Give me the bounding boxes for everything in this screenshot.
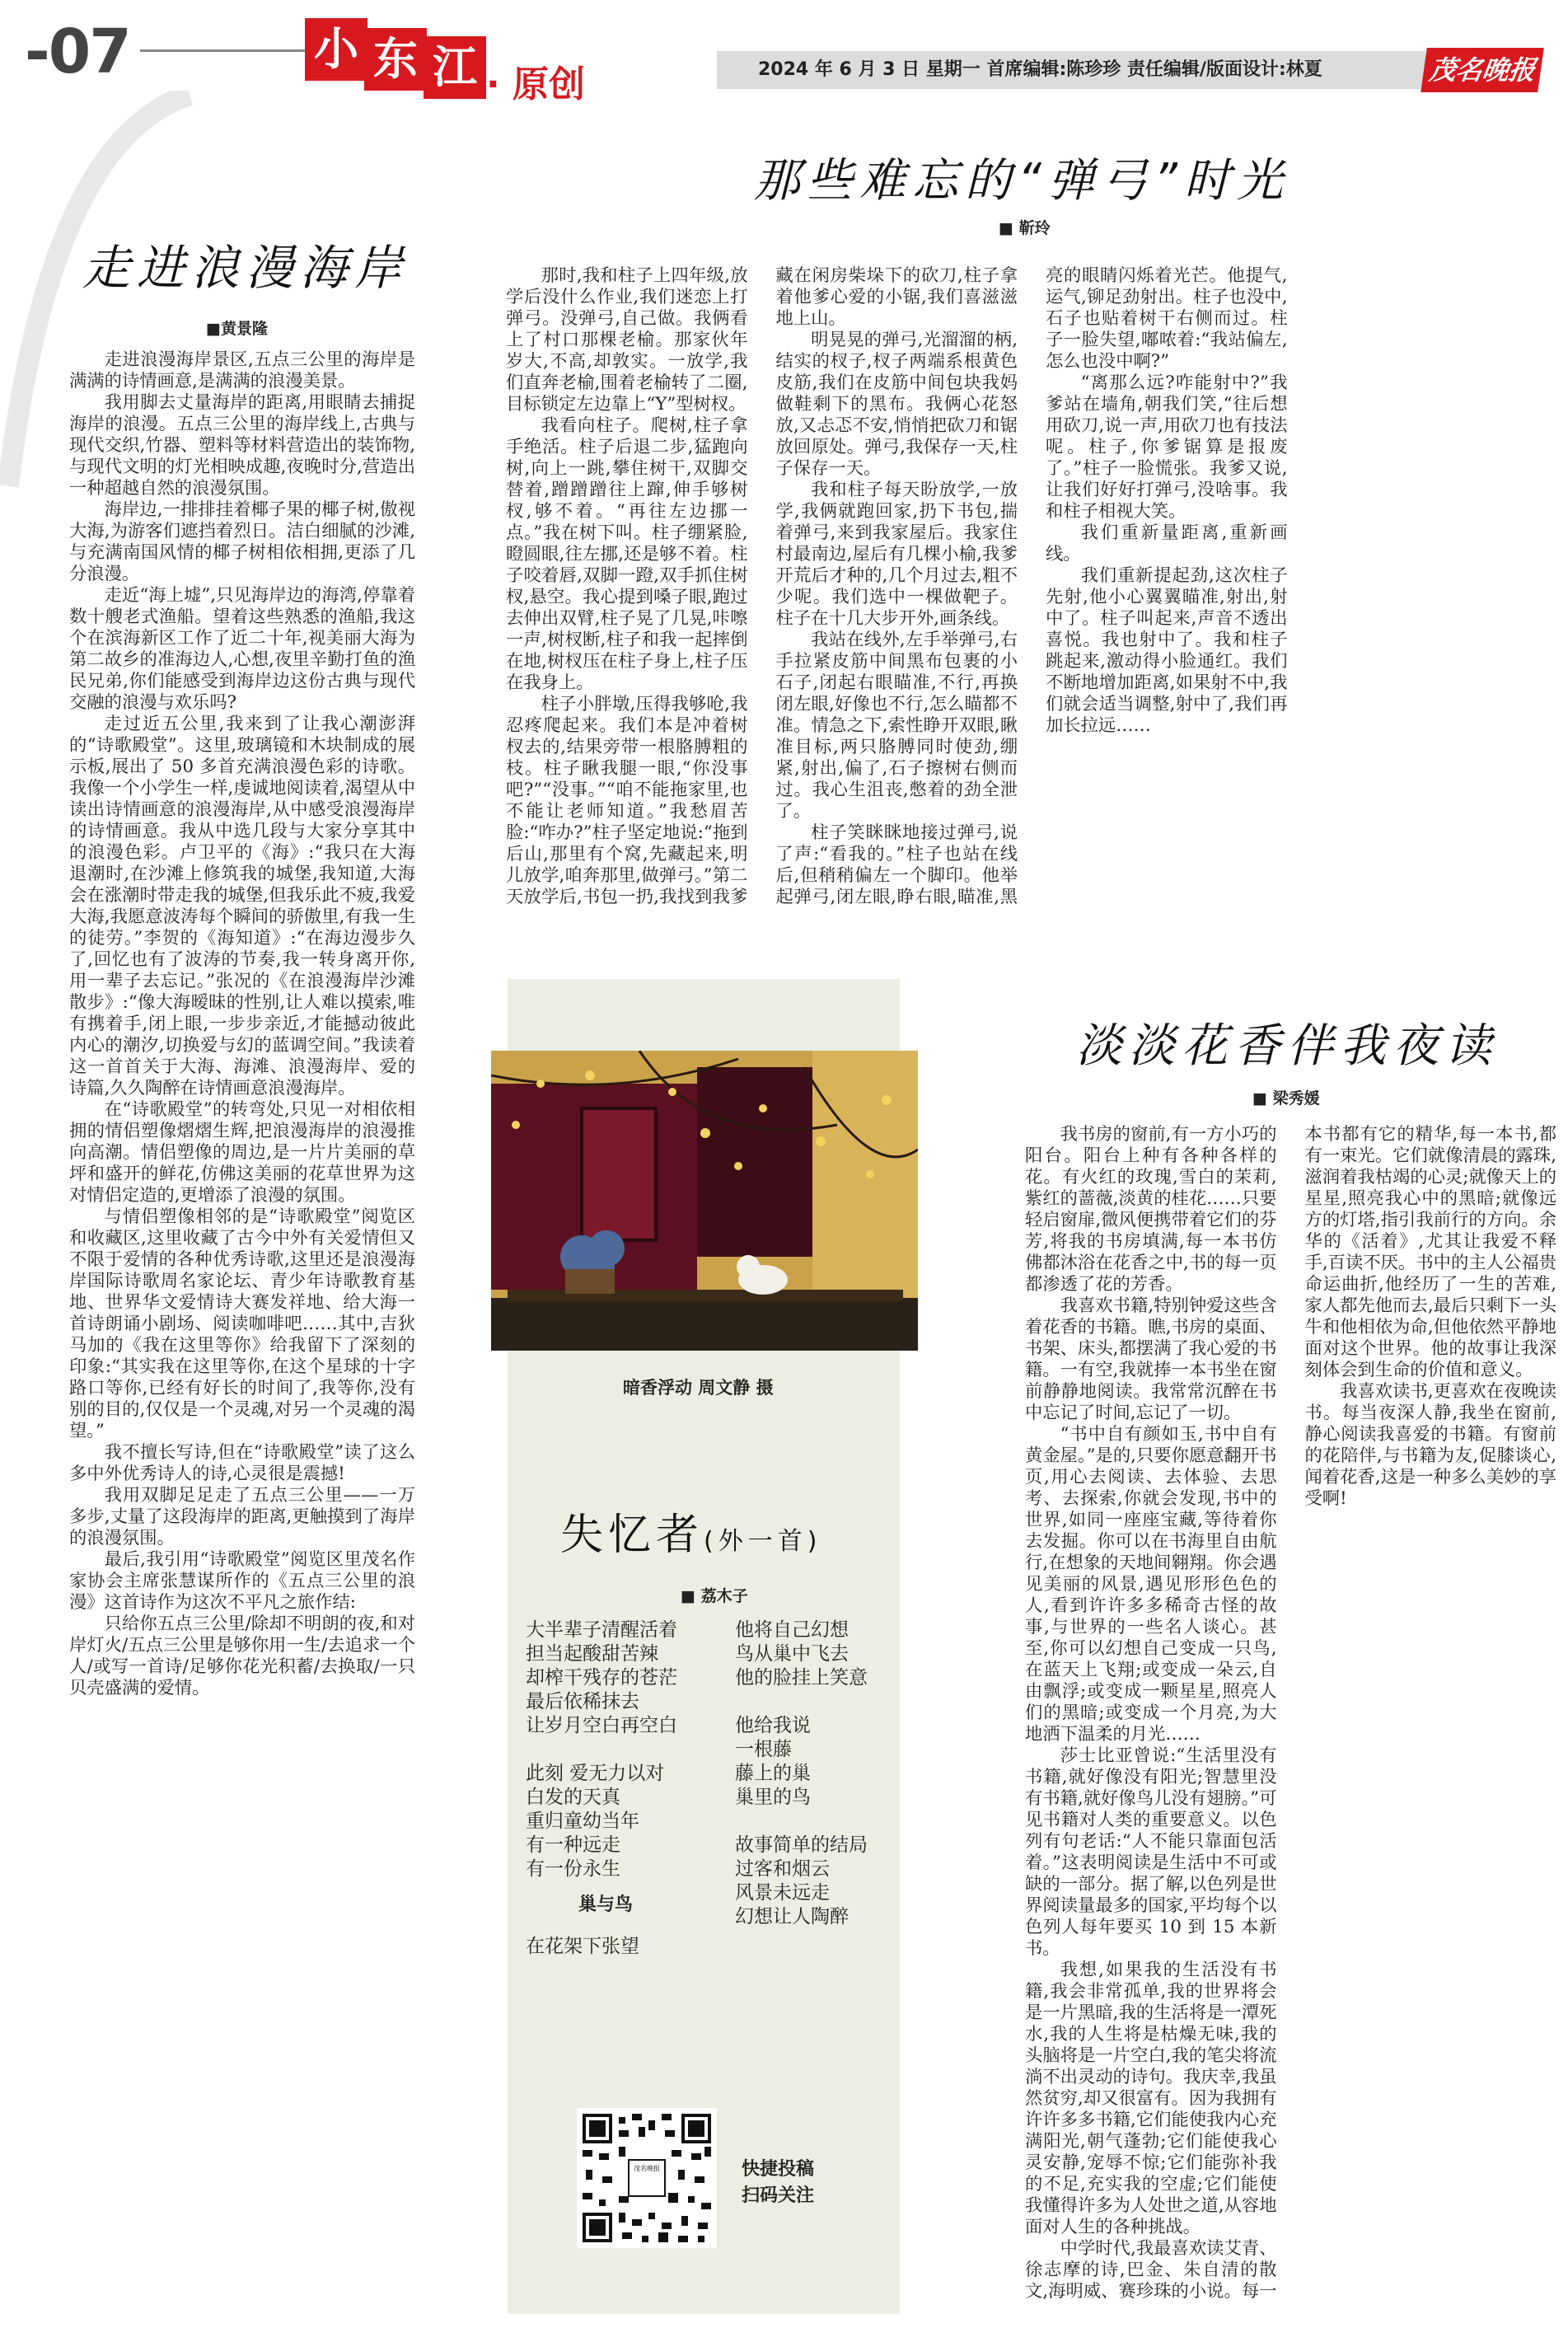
paragraph: 我站在线外,左手举弹弓,右手拉紧皮筋中间黑布包裹的小石子,闭起右眼瞄准,不行,再换闭左眼,好像也不行,怎么瞄都不准。情急之下,索性睁开双眼,瞅准目标,两只胳膊同时使劲,绷紧,射出,偏了,石子擦树右侧而过。我心生沮丧,憋着的劲全泄了。: [775, 630, 1018, 822]
paragraph: 我喜欢读书,更喜欢在夜晚读书。每当夜深人静,我坐在窗前,静心阅读我喜爱的书籍。有窗前的花陪伴,与书籍为友,促膝谈心,闻着花香,这是一种多么美妙的享受啊!: [1304, 1381, 1556, 1509]
paragraph: 我们重新量距离,重新画线。: [1046, 522, 1288, 564]
article3-author: ■ 梁秀媛: [1252, 1089, 1320, 1108]
paragraph: 我们重新提起劲,这次柱子先射,他小心翼翼瞄准,射出,射中了。柱子叫起来,声音不透出喜悦。我也射中了。我和柱子跳起来,激动得小脸通红。我们不断地增加距离,如果射不中,我们就会适当调整,射中了,我们再加长拉远……: [1046, 565, 1288, 736]
poem-gap: [526, 1917, 715, 1935]
paragraph: 海岸边,一排排挂着椰子果的椰子树,傲视大海,为游客们遮挡着烈日。洁白细腻的沙滩,与充满南国风情的椰子树相依相拥,更添了几分浪漫。: [69, 499, 415, 584]
poem-line: 有一种远走: [526, 1834, 620, 1856]
poem-line: 他将自己幻想: [735, 1619, 849, 1641]
poem-subtitle: 巢与鸟: [578, 1895, 634, 1915]
paragraph: 走近“海上墟”,只见海岸边的海湾,停靠着数十艘老式渔船。望着这些熟悉的渔船,我这个在滨海新区工作了近二十年,视美丽大海为第二故乡的准海边人,心想,夜里辛勤打鱼的渔民兄弟,你们能感受到海岸边这份古典与现代交融的浪漫与欢乐吗?: [69, 585, 415, 713]
poem-title-suffix: (外一首): [704, 1527, 822, 1556]
poem-line: 却榨干残存的苍茫: [526, 1667, 677, 1689]
poem-line: 故事简单的结局: [735, 1834, 868, 1856]
paragraph: “书中自有颜如玉,书中自有黄金屋。”是的,只要你愿意翻开书页,用心去阅读、去体验、去思考、去探索,你就会发现,书中的世界,如同一座座宝藏,等待着你去发掘。你可以在书海里自由航行,在想象的天地间翱翔。你会遇见美丽的风景,遇见形形色色的人,看到许许多多稀奇古怪的故事,与世界的一些名人谈心。甚至,你可以幻想自己变成一只鸟,在蓝天上飞翔;或变成一朵云,自由飘浮;或变成一颗星星,照亮人们的黑暗;或变成一个月亮,为大地洒下温柔的月光……: [1025, 1424, 1277, 1745]
article1-body: [69, 349, 415, 1699]
qr-label: [742, 2157, 814, 2209]
article1-title: 走进浪漫海岸: [82, 240, 410, 296]
poem-line: 让岁月空白再空白: [526, 1715, 677, 1736]
poem-line: 一根藤: [735, 1739, 792, 1760]
paragraph: 走进浪漫海岸景区,五点三公里的海岸是满满的诗情画意,是满满的浪漫美景。: [69, 349, 415, 391]
photo-plum-blossom-cat: [491, 1051, 918, 1351]
paragraph: 我喜欢书籍,特别钟爱这些含着花香的书籍。瞧,书房的桌面、书架、床头,都摆满了我心爱的书籍。一有空,我就捧一本书坐在窗前静静地阅读。我常常沉醉在书中忘记了时间,忘记了一切。: [1025, 1295, 1277, 1423]
paragraph: 走过近五公里,我来到了让我心潮澎湃的“诗歌殿堂”。这里,玻璃镜和木块制成的展示板,展出了 50 多首充满浪漫色彩的诗歌。我像一个小学生一样,虔诚地阅读着,渴望从中读出诗情画意的浪漫海岸,从中感受浪漫海岸的诗情画意。我从中选几段与大家分享其中的浪漫色彩。卢卫平的《海》:“我只在大海退潮时,在沙滩上修筑我的城堡,我知道,大海会在涨潮时带走我的城堡,但我乐此不疲,我爱大海,我愿意波涛每个瞬间的骄傲里,有我一生的徒劳。”李贺的《海知道》:“在海边漫步久了,回忆也有了波涛的节奏,我一转身离开你,用一辈子去忘记。”张况的《在浪漫海岸沙滩散步》:“像大海暧昧的性别,让人难以摸索,唯有携着手,闭上眼,一步步亲近,才能撼动彼此内心的潮汐,切换爱与幻的蓝调空间。”我读着这一首首关于大海、海滩、浪漫海岸、爱的诗篇,久久陶醉在诗情画意浪漫海岸。: [69, 714, 415, 1098]
issue-info-bar: 2024 年 6 月 3 日 星期一 首席编辑:陈珍珍 责任编辑/版面设计:林夏: [717, 51, 1425, 89]
poem-gap: [526, 1738, 715, 1762]
paragraph: 我不擅长写诗,但在“诗歌殿堂”读了这么多中外优秀诗人的诗,心灵很是震撼!: [69, 1442, 415, 1484]
paragraph: 我用双脚足足走了五点三公里——一万多步,丈量了这段海岸的距离,更触摸到了海岸的浪漫氛围。: [69, 1485, 415, 1548]
qr-label-line: 扫码关注: [742, 2185, 815, 2206]
section-char-2: 东: [364, 28, 427, 91]
poem-author: ■ 荔木子: [681, 1587, 748, 1605]
article2-body: [506, 265, 1557, 925]
paragraph: 我用脚去丈量海岸的距离,用眼睛去捕捉海岸的浪漫。五点三公里的海岸线上,古典与现代交织,竹器、塑料等材料营造出的装饰物,与现代文明的灯光相映成趣,夜晚时分,营造出一种超越自然的浪漫氛围。: [69, 392, 415, 499]
poem-line: 幻想让人陶醉: [735, 1906, 849, 1928]
qr-code[interactable]: [577, 2108, 717, 2248]
poem-line: 鸟从巢中飞去: [735, 1643, 849, 1665]
qr-label-line: 快捷投稿: [742, 2159, 815, 2180]
poem-line: 大半辈子清醒活着: [526, 1619, 677, 1641]
poem-line: 风景未远走: [735, 1882, 830, 1904]
qr-center-logo: 茂名晚报: [634, 2165, 660, 2172]
poem-line: 最后依稀抹去: [526, 1691, 639, 1712]
article3-body: [1025, 1124, 1556, 2312]
article2-title: 那些难忘的“弹弓”时光: [754, 154, 1290, 208]
poem-line: 过客和烟云: [735, 1858, 830, 1880]
section-char-3: 江: [424, 36, 486, 99]
paragraph: 柱子小胖墩,压得我够呛,我忍疼爬起来。我们本是冲着树杈去的,结果旁带一根胳膊粗的枝。柱子瞅我腿一眼,“你没事吧?”“没事。”“咱不能拖家里,也不能让老师知道。”我愁眉苦脸:“咋办?”柱子坚定地说:“拖到后山,那里有个窝,先藏起来,明儿放学,咱奔那里,做弹弓。”第二天放学后,书包一扔,我找到我爹藏在闲房柴垛下的砍刀,柱子拿着他爹心爱的小锯,我们喜滋滋地上山。: [506, 265, 1018, 907]
poem-gap: [735, 1810, 892, 1834]
poem-gap: [526, 1881, 715, 1893]
paragraph: 最后,我引用“诗歌殿堂”阅览区里茂名作家协会主席张慧谋所作的《五点三公里的浪漫》这首诗作为这次不平凡之旅作结:: [69, 1549, 415, 1613]
paragraph: 我和柱子每天盼放学,一放学,我俩就跑回家,扔下书包,揣着弹弓,来到我家屋后。我家住村最南边,屋后有几棵小榆,我爹开荒后才种的,几个月过去,粗不少呢。我们选中一棵做靶子。柱子在十几大步开外,画条线。: [775, 480, 1018, 629]
poem-column-1: [526, 1618, 715, 1959]
poem-column-2: [735, 1618, 892, 1929]
newspaper-logo: 茂名晚报: [1421, 48, 1544, 92]
paragraph: 中学时代,我最喜欢读艾青、徐志摩的诗,巴金、朱自清的散文,海明威、赛珍珠的小说。每一本书都有它的精华,每一本书,都有一束光。它们就像清晨的露珠,滋润着我枯竭的心灵;就像天上的星星,照亮我心中的黑暗;就像远方的灯塔,指引我前行的方向。余华的《活着》,尤其让我爱不释手,百读不厌。书中的主人公福贵命运曲折,他经历了一生的苦难,家人都先他而去,最后只剩下一头牛和他相依为命,但他依然平静地面对这个世界。他的故事让我深刻体会到生命的价值和意义。: [1025, 1124, 1556, 2302]
paragraph: 柱子笑眯眯地接过弹弓,说了声:“看我的。”柱子也站在线后,但稍稍偏左一个脚印。他举起弹弓,闭左眼,睁右眼,瞄准,黑亮的眼睛闪烁着光芒。他提气,运气,铆足劲射出。柱子也没中,石子也贴着树干右侧而过。柱子一脸失望,嘟哝着:“我站偏左,怎么也没中啊?”: [775, 265, 1288, 907]
poem-gap: [735, 1690, 892, 1714]
paragraph: 只给你五点三公里/除却不明朗的夜,和对岸灯火/五点三公里是够你用一生/去追求一个人/或写一首诗/足够你花光积蓄/去换取/一只贝壳盛满的爱情。: [69, 1614, 415, 1698]
poem-line: 有一份永生: [526, 1858, 620, 1880]
paragraph: 那时,我和柱子上四年级,放学后没什么作业,我们迷恋上打弹弓。没弹弓,自己做。我俩看上了村口那棵老榆。那家伙年岁大,不高,却敦实。一放学,我们直奔老榆,围着老榆转了二圈,目标锁定左边靠上“Y”型树杈。: [506, 265, 748, 415]
article3-title: 淡淡花香伴我夜读: [1076, 1019, 1498, 1073]
poem-line: 重归童幼当年: [526, 1810, 639, 1832]
article1-author: ■黄景隆: [206, 320, 268, 338]
photo-caption: 暗香浮动 周文静 摄: [623, 1378, 774, 1398]
paragraph: 我看向柱子。爬树,柱子拿手绝活。柱子后退二步,猛跑向树,向上一跳,攀住树干,双脚交替着,蹭蹭蹭往上蹿,伸手够树杈,够不着。“再往左边挪一点。”我在树下叫。柱子绷紧脸,瞪圆眼,往左挪,还是够不着。柱子咬着唇,双脚一蹬,双手抓住树杈,悬空。我心提到嗓子眼,跑过去伸出双臂,柱子晃了几晃,咔嚓一声,树杈断,柱子和我一起摔倒在地,树杈压在柱子身上,柱子压在我身上。: [506, 415, 748, 693]
paragraph: “离那么远?咋能射中?”我爹站在墙角,朝我们笑,“往后想用砍刀,说一声,用砍刀也有技法呢。柱子,你爹锯算是报废了。”柱子一脸慌张。我爹又说,让我们好好打弹弓,没啥事。我和柱子相视大笑。: [1046, 372, 1288, 522]
poem-line: 巢里的鸟: [735, 1787, 811, 1808]
paragraph: 我想,如果我的生活没有书籍,我会非常孤单,我的世界将会是一片黑暗,我的生活将是一潭死水,我的人生将是枯燥无味,我的头脑将是一片空白,我的笔尖将流淌不出灵动的诗句。我庆幸,我虽然贫穷,却又很富有。因为我拥有许许多多书籍,它们能使我内心充满阳光,朝气蓬勃;它们能使我心灵安静,宠辱不惊;它们能弥补我的不足,充实我的空虚;它们能使我懂得许多为人处世之道,从容地面对人生的各种挑战。: [1025, 1960, 1277, 2237]
paragraph: 在“诗歌殿堂”的转弯处,只见一对相依相拥的情侣塑像熠熠生辉,把浪漫海岸的浪漫推向高潮。情侣塑像的周边,是一片片美丽的草坪和盛开的鲜花,仿佛这美丽的花草世界为这对情侣定造的,更增添了浪漫的氛围。: [69, 1099, 415, 1206]
poem-line: 此刻 爱无力以对: [526, 1763, 665, 1784]
paragraph: 明晃晃的弹弓,光溜溜的柄,结实的杈子,杈子两端系根黄色皮筋,我们在皮筋中间包块我妈做鞋剩下的黑布。我俩心花怒放,又忐忑不安,悄悄把砍刀和锯放回原处。弹弓,我保存一天,柱子保存一天。: [775, 330, 1018, 479]
paragraph: 与情侣塑像相邻的是“诗歌殿堂”阅览区和收藏区,这里收藏了古今中外有关爱情但又不限于爱情的各种优秀诗歌,这里还是浪漫海岸国际诗歌周名家论坛、青少年诗歌教育基地、世界华文爱情诗大赛发祥地、给大海一首诗朗诵小剧场、阅读咖啡吧……其中,吉狄马加的《我在这里等你》给我留下了深刻的印象:“其实我在这里等你,在这个星球的十字路口等你,已经有好长的时间了,我等你,没有别的目的,仅仅是一个灵魂,对另一个灵魂的渴望。”: [69, 1206, 415, 1441]
poem-line: 他给我说: [735, 1715, 811, 1736]
poem-line: 他的脸挂上笑意: [735, 1667, 868, 1689]
poem-title: [560, 1500, 821, 1562]
section-suffix: · 原创: [486, 63, 586, 105]
poem-line: 担当起酸甜苦辣: [526, 1643, 658, 1665]
article2-author: ■ 靳玲: [999, 219, 1051, 237]
poem-line: 白发的天真: [526, 1787, 620, 1808]
poem-title-main: 失忆者: [560, 1511, 704, 1560]
header-rule: [140, 49, 321, 52]
section-char-1: 小: [305, 18, 367, 81]
poem-line: 藤上的巢: [735, 1763, 811, 1784]
poem-line: 在花架下张望: [526, 1936, 639, 1957]
paragraph: 我书房的窗前,有一方小巧的阳台。阳台上种有各种各样的花。有火红的玫瑰,雪白的茉莉,紫红的蔷薇,淡黄的桂花……只要轻启窗扉,微风便携带着它们的芬芳,将我的书房填满,每一本书仿佛都沐浴在花香之中,书的每一页都渗透了花的芳香。: [1025, 1124, 1277, 1295]
page-number: -07: [25, 16, 130, 87]
paragraph: 莎士比亚曾说:“生活里没有书籍,就好像没有阳光;智慧里没有书籍,就好像鸟儿没有翅膀。”可见书籍对人类的重要意义。以色列有句老话:“人不能只靠面包活着。”这表明阅读是生活中不可或缺的一部分。据了解,以色列是世界阅读量最多的国家,平均每个以色列人每年要买 10 到 15 本新书。: [1025, 1745, 1277, 1959]
